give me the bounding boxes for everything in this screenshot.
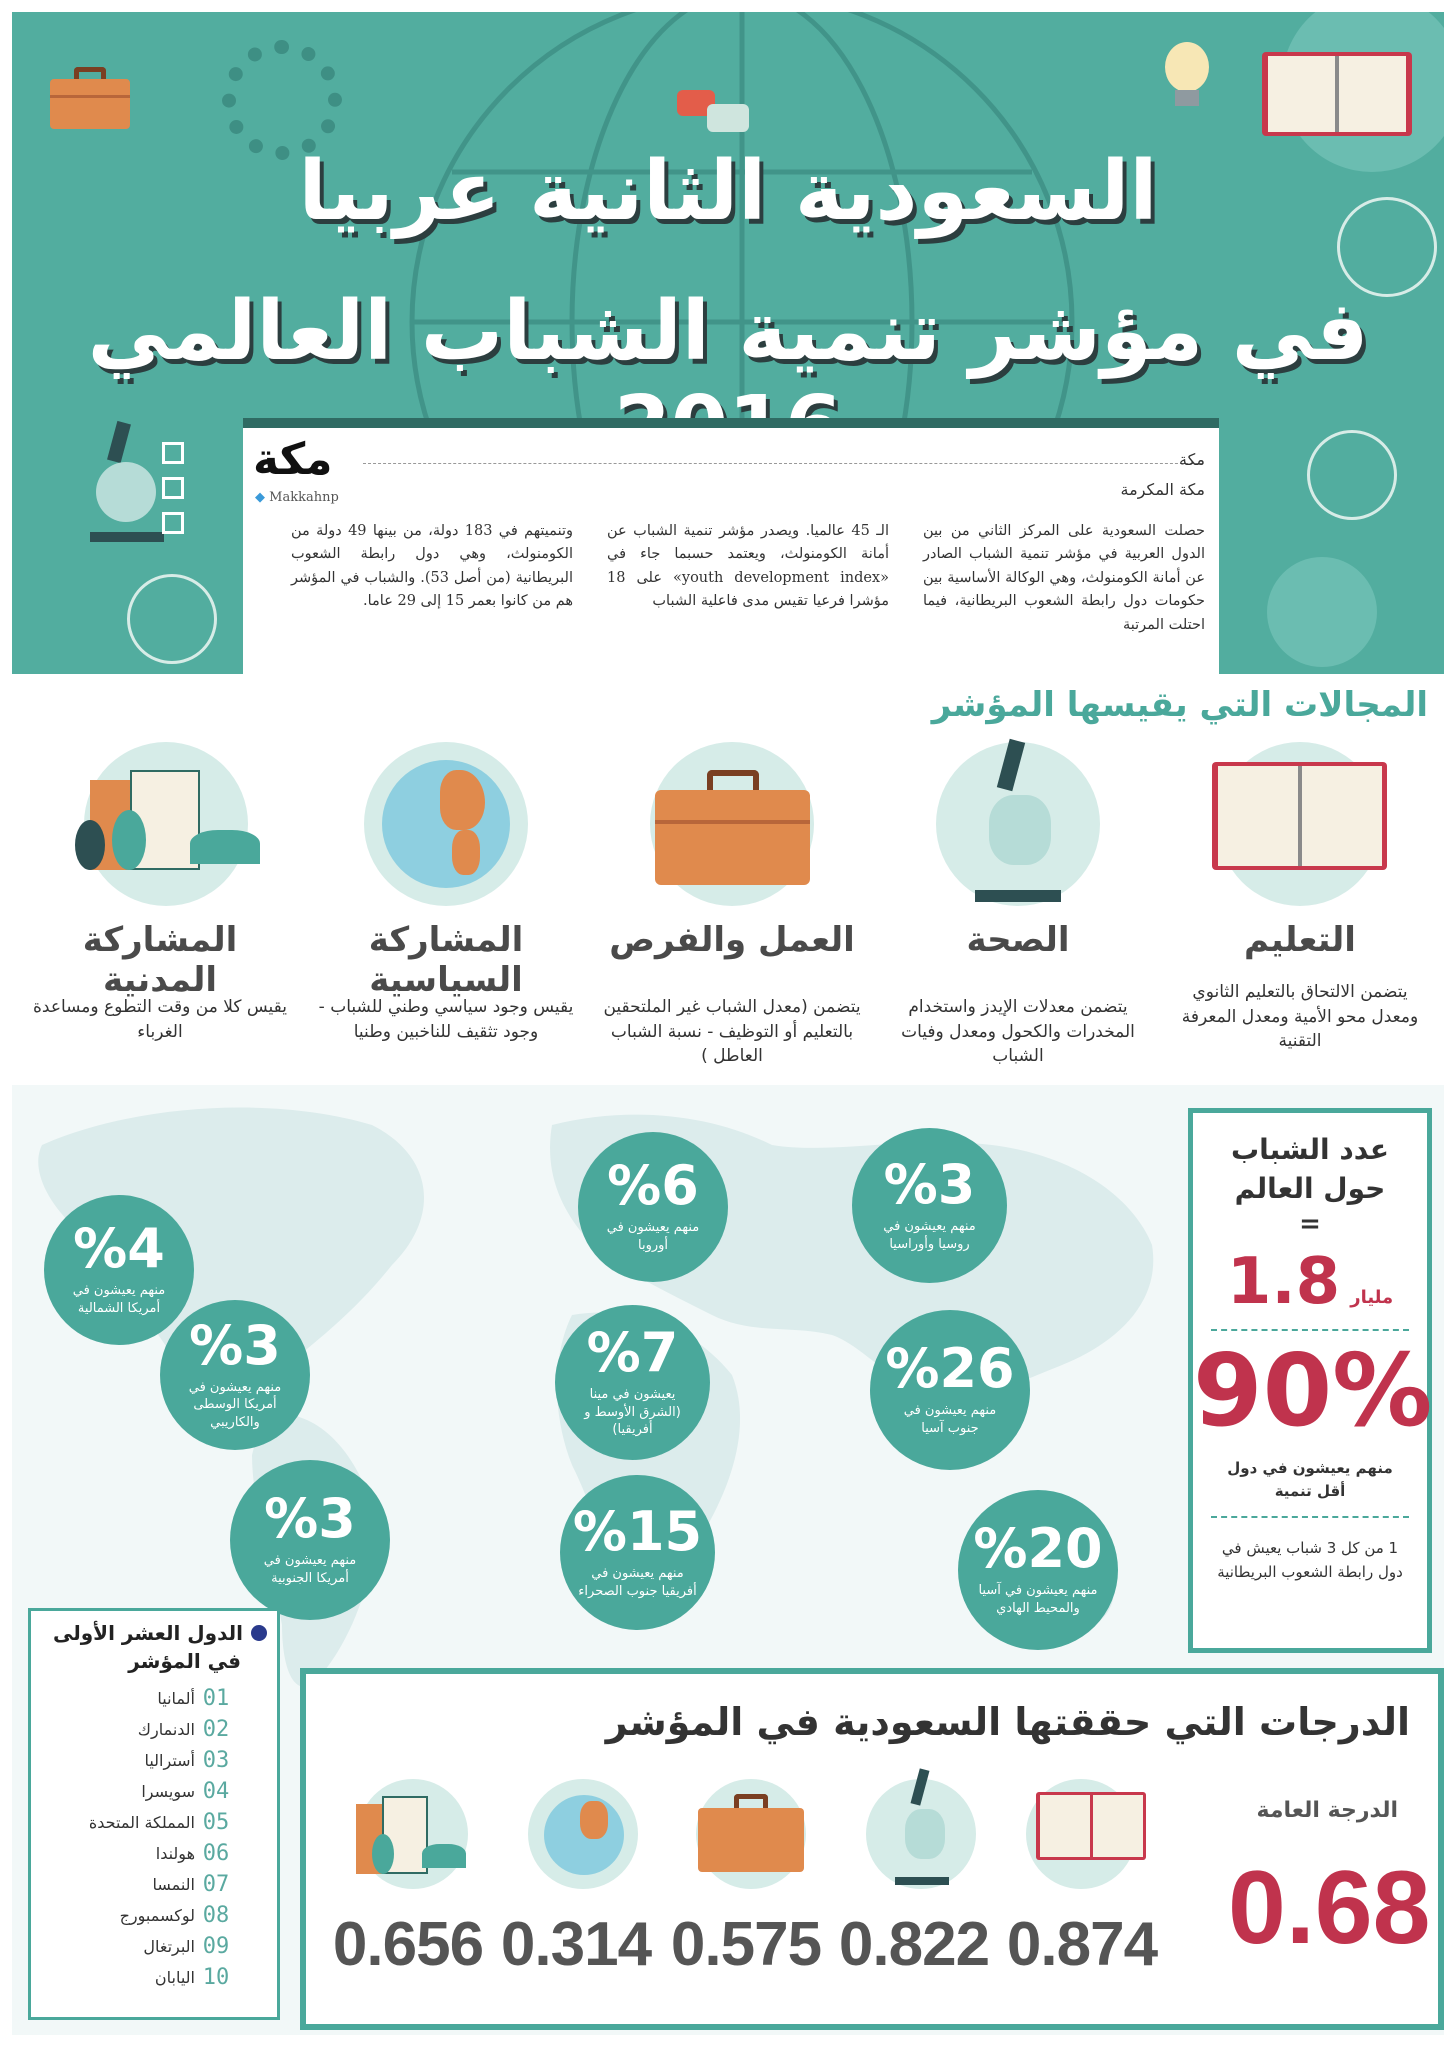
book-icon xyxy=(1262,52,1412,142)
country-name: ألمانيا xyxy=(157,1689,195,1708)
list-item xyxy=(31,1869,237,1900)
list-item xyxy=(31,1900,237,1931)
city-label: مكة المكرمة xyxy=(1120,480,1205,499)
rank-number: 06 xyxy=(202,1841,230,1866)
country-name: الدنمارك xyxy=(137,1720,195,1739)
news-column-2: الـ 45 عالميا. ويصدر مؤشر تنمية الشباب عن أمانة الكومنولث، ويعتمد حسبما جاء في «youth development index» على 18 مؤشرا فرعيا تقيس مدى فاعلية الشباب xyxy=(607,523,889,610)
scores-heading: الدرجات التي حققتها السعودية في المؤشر xyxy=(605,1700,1410,1744)
country-name: لوكسمبورج xyxy=(119,1906,195,1925)
twitter-handle: ◆ Makkahnp xyxy=(255,490,339,505)
region-text: منهم يعيشون في أفريقيا جنوب الصحراء xyxy=(578,1565,697,1599)
domain-title-work: العمل والفرص xyxy=(609,920,855,960)
region-pct: %3 xyxy=(883,1152,976,1216)
divider xyxy=(1211,1329,1409,1331)
domain-title-civic: المشاركة المدنية xyxy=(82,920,238,1000)
education-score: 0.874 xyxy=(1006,1910,1158,1979)
domain-desc-political: يقيس وجود سياسي وطني للشباب - وجود تثقيف للناخبين وطنيا xyxy=(318,997,574,1042)
book-icon xyxy=(1212,762,1387,877)
gear-icon xyxy=(222,40,342,160)
rank-number: 04 xyxy=(202,1779,230,1804)
region-pct: %3 xyxy=(189,1313,281,1377)
youth-stats-box xyxy=(1188,1108,1432,1653)
microscope-icon xyxy=(891,1769,951,1894)
region-pct: %26 xyxy=(885,1337,1015,1401)
globe-icon xyxy=(544,1795,624,1875)
rank-number: 10 xyxy=(202,1965,230,1990)
source-label: مكة xyxy=(1179,450,1205,469)
checkbox-icon xyxy=(162,512,184,534)
domain-desc-education: يتضمن الالتحاق بالتعليم الثانوي ومعدل محو الأمية ومعدل المعرفة التقنية xyxy=(1181,982,1419,1052)
makkah-logo: مكة xyxy=(253,434,333,485)
work-score: 0.575 xyxy=(670,1910,822,1979)
country-name: أستراليا xyxy=(144,1751,195,1770)
domains-heading: المجالات التي يقيسها المؤشر xyxy=(931,685,1428,725)
city-icon xyxy=(344,1784,468,1880)
top-ten-rows xyxy=(31,1683,277,1993)
country-name: النمسا xyxy=(152,1875,195,1894)
health-score: 0.822 xyxy=(838,1910,990,1979)
region-text: يعيشون في مينا (الشرق الأوسط و أفريقيا) xyxy=(584,1387,681,1438)
youth-heading-1: عدد الشباب xyxy=(1230,1133,1390,1166)
list-item xyxy=(31,1745,237,1776)
region-pct: %20 xyxy=(973,1517,1103,1581)
region-pct: %4 xyxy=(73,1217,165,1281)
title-line-1: السعودية الثانية عربيا xyxy=(298,144,1158,239)
list-item xyxy=(31,1776,237,1807)
political-score: 0.314 xyxy=(500,1910,652,1979)
region-pct: %15 xyxy=(572,1499,703,1563)
rank-number: 02 xyxy=(202,1717,230,1742)
youth-ratio-text: 1 من كل 3 شباب يعيش في دول رابطة الشعوب البريطانية xyxy=(1217,1539,1403,1581)
news-article-box xyxy=(243,418,1219,708)
chat-bubble-icon xyxy=(707,104,749,132)
divider xyxy=(363,463,1203,464)
region-text: منهم يعيشون في جنوب آسيا xyxy=(903,1403,997,1436)
briefcase-icon xyxy=(698,1794,804,1872)
city-icon xyxy=(70,750,265,875)
equals-sign: = xyxy=(1299,1209,1321,1239)
region-north-america xyxy=(44,1195,194,1345)
list-item xyxy=(31,1807,237,1838)
domain-desc-civic: يقيس كلا من وقت التطوع ومساعدة الغرباء xyxy=(32,997,287,1042)
rank-number: 09 xyxy=(202,1934,230,1959)
country-name: المملكة المتحدة xyxy=(88,1813,195,1832)
globe-icon xyxy=(382,760,510,888)
news-column-3: وتنميتهم في 183 دولة، من بينها 49 دولة من الكومنولث، وهي دول رابطة الشعوب البريطانية (من أصل 53). والشباب في المؤشر هم من كانوا بعمر 15 إلى 29 عاما. xyxy=(291,523,573,610)
rank-number: 07 xyxy=(202,1872,230,1897)
youth-unit: مليار xyxy=(1350,1287,1394,1308)
youth-total xyxy=(1193,1245,1427,1319)
region-pct: %7 xyxy=(586,1321,679,1385)
domain-title-health: الصحة xyxy=(966,920,1070,960)
country-name: البرتغال xyxy=(143,1937,195,1956)
news-column-1: حصلت السعودية على المركز الثاني من بين الدول العربية في مؤشر تنمية الشباب الصادر عن أمانة الكومنولث، وهي الوكالة الأساسية بين حكومات دول رابطة الشعوب البريطانية، فيما احتلت المرتبة xyxy=(923,523,1205,633)
scores-panel xyxy=(300,1668,1444,2030)
region-sub-saharan-africa xyxy=(560,1475,715,1630)
civic-score: 0.656 xyxy=(332,1910,484,1979)
region-europe xyxy=(578,1132,728,1282)
youth-heading-2: حول العالم xyxy=(1234,1172,1386,1205)
domain-desc-work: يتضمن (معدل الشباب غير الملتحقين بالتعليم أو التوظيف - نسبة الشباب العاطل ) xyxy=(603,997,861,1067)
rank-number: 05 xyxy=(202,1810,230,1835)
region-south-america xyxy=(230,1460,390,1620)
region-mena xyxy=(555,1305,710,1460)
region-text: منهم يعيشون في آسيا والمحيط الهادي xyxy=(978,1583,1098,1616)
region-text: منهم يعيشون في أوروبا xyxy=(606,1220,700,1253)
briefcase-icon xyxy=(655,770,810,885)
divider xyxy=(1211,1516,1409,1518)
country-name: هولندا xyxy=(155,1844,195,1863)
region-asia-pacific xyxy=(958,1490,1118,1650)
domain-title-political: المشاركة السياسية xyxy=(368,920,524,1000)
list-item xyxy=(31,1683,237,1714)
top-ten-header xyxy=(31,1621,267,1645)
youth-pct-text: منهم يعيشون في دول أقل تنمية xyxy=(1227,1459,1393,1500)
bullet-icon xyxy=(251,1625,267,1641)
top-ten-heading-2: في المؤشر xyxy=(128,1649,241,1673)
list-item xyxy=(31,1962,237,1993)
region-text: منهم يعيشون في روسيا وأوراسيا xyxy=(883,1218,976,1252)
list-item xyxy=(31,1838,237,1869)
title-line-2: في مؤشر تنمية الشباب العالمي xyxy=(87,284,1369,379)
region-text: منهم يعيشون في أمريكا الوسطى والكاريبي xyxy=(188,1379,282,1430)
lightbulb-icon xyxy=(1157,42,1217,122)
chess-knight-icon xyxy=(1267,557,1377,667)
domain-desc-health: يتضمن معدلات الإيدز واستخدام المخدرات والكحول ومعدل وفيات الشباب xyxy=(901,997,1135,1067)
country-name: سويسرا xyxy=(141,1782,195,1801)
microscope-icon xyxy=(965,740,1065,905)
overall-score-label: الدرجة العامة xyxy=(1256,1798,1398,1823)
list-item xyxy=(31,1714,237,1745)
youth-number: 1.8 xyxy=(1226,1245,1341,1319)
list-item xyxy=(31,1931,237,1962)
rank-number: 08 xyxy=(202,1903,230,1928)
region-russia-eurasia xyxy=(852,1128,1007,1283)
book-icon xyxy=(1036,1792,1146,1864)
region-pct: %3 xyxy=(264,1487,356,1551)
region-central-america xyxy=(160,1300,310,1450)
checkbox-icon xyxy=(162,477,184,499)
region-pct: %6 xyxy=(607,1154,699,1218)
region-text: منهم يعيشون في أمريكا الشمالية xyxy=(72,1283,166,1316)
top-ten-heading-1: الدول العشر الأولى xyxy=(53,1621,243,1645)
rank-number: 01 xyxy=(202,1686,230,1711)
briefcase-icon xyxy=(50,67,130,129)
rank-number: 03 xyxy=(202,1748,230,1773)
youth-percentage: 90% xyxy=(1193,1332,1433,1449)
overall-score-value: 0.68 xyxy=(1228,1850,1431,1966)
region-text: منهم يعيشون في أمريكا الجنوبية xyxy=(263,1553,357,1586)
top-ten-list xyxy=(28,1608,280,2020)
region-south-asia xyxy=(870,1310,1030,1470)
lightbulb-outline-icon xyxy=(127,574,217,664)
twitter-icon: ◆ xyxy=(255,490,270,505)
domain-title-education: التعليم xyxy=(1244,920,1356,960)
country-name: اليابان xyxy=(154,1968,195,1987)
